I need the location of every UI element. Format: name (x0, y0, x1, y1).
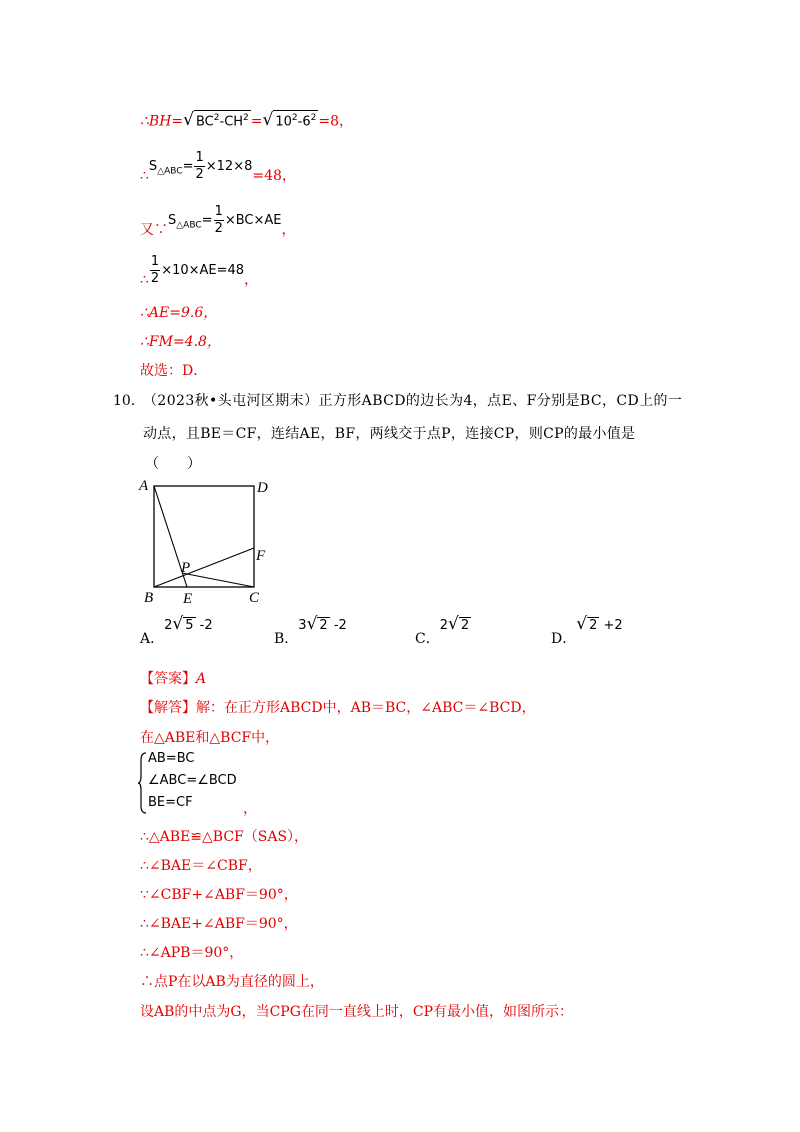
option-c[interactable]: C．2√ 2 (415, 614, 470, 647)
frac2-num: 1 (214, 204, 223, 219)
label-f: F (256, 548, 266, 564)
ae-equation: ×10×AE=48 (161, 263, 245, 278)
therefore-1: ∴ (140, 168, 149, 184)
line-area-1 (140, 150, 296, 183)
line-ae: ∴AE=9.6， (140, 305, 218, 321)
exp-six: 2 (310, 113, 317, 123)
option-a-coef: 2 (164, 618, 173, 633)
option-a-label: A． (140, 631, 165, 647)
area-product: ×12×8 (205, 159, 253, 174)
solution-step-6: ∴∠BAE+∠ABF＝90°， (140, 916, 298, 932)
exp-bc: 2 (213, 113, 220, 123)
line-bh: ∴BH=√ $BC^2-CH^2$ =√ $10^2-6^2 =8$， (140, 110, 353, 131)
solution-step-5: ∵∠CBF+∠ABF＝90°， (140, 887, 298, 903)
area2-s: S (168, 213, 177, 228)
area-eq: = (182, 159, 194, 174)
area-sub: △ABC (157, 166, 183, 177)
bc-term: BC (195, 114, 214, 130)
option-c-label: C． (415, 631, 440, 647)
line-area-2 (140, 204, 296, 237)
label-p: P (181, 560, 191, 576)
option-a-rest: -2 (195, 618, 213, 633)
six-term: -6 (297, 114, 311, 130)
option-a[interactable]: A．2√ 5 -2 (140, 614, 213, 647)
system-eq-2: ∠ABC=∠BCD (148, 773, 237, 788)
solution-step-8: ∴点P在以AB为直径的圆上， (140, 974, 324, 990)
ch-term: -CH (219, 114, 244, 130)
area2-product: ×BC×AE (224, 213, 282, 228)
area2-eq: = (201, 213, 213, 228)
system-comma: ， (243, 801, 257, 817)
system-eq-3: BE=CF (148, 795, 193, 810)
answer-line (140, 668, 206, 688)
answer-tag: 【答案】 (140, 671, 196, 687)
line-fm: ∴FM=4.8， (140, 334, 221, 350)
area2-comma: ， (281, 222, 296, 238)
solution-line-1 (140, 697, 536, 717)
exp-ch: 2 (243, 113, 249, 123)
frac-den: 2 (195, 167, 204, 182)
label-a: A (139, 478, 149, 494)
frac3-num: 1 (150, 254, 160, 269)
bh-result: =8， (318, 113, 353, 130)
option-b-coef: 3 (298, 618, 307, 633)
solution-step-3: ∴△ABE≌△BCF（SAS）， (140, 829, 309, 845)
label-e: E (183, 591, 193, 607)
line-choice: 故选：D． (140, 363, 208, 379)
solution-step-1: 解：在正方形ABCD中，AB＝BC，∠ABC＝∠BCD， (196, 700, 536, 716)
option-c-coef: 2 (439, 618, 448, 633)
line-ae-eq (140, 254, 258, 287)
label-b: B (144, 590, 154, 606)
solution-step-9: 设AB的中点为G，当CPG在同一直线上时，CP有最小值，如图所示： (140, 1004, 574, 1020)
option-b-label: B． (274, 631, 299, 647)
solution-step-2: 在△ABE和△BCF中， (140, 730, 280, 746)
question-line-2: 动点，且BE＝CF，连结AE，BF，两线交于点P，连接CP，则CP的最小值是 (143, 426, 636, 442)
option-b-radicand: 2 (319, 618, 328, 633)
bh-eq: = (250, 113, 263, 130)
option-b[interactable]: B．3√ 2 -2 (274, 614, 347, 647)
ten-term: 10 (275, 114, 292, 130)
system-eq-1: AB=BC (148, 751, 195, 766)
area2-sub: △ABC (176, 220, 202, 231)
frac-num: 1 (195, 150, 204, 165)
therefore-2: ∴ (140, 272, 149, 288)
label-d: D (257, 480, 268, 496)
label-c: C (249, 590, 260, 606)
solution-step-4: ∴∠BAE＝∠CBF， (140, 858, 262, 874)
question-paren: （ ） (145, 456, 201, 472)
frac2-den: 2 (214, 221, 223, 236)
option-d-label: D． (551, 631, 577, 647)
exp-ten: 2 (291, 113, 298, 123)
segment-bf (154, 548, 254, 587)
area-s: S (148, 159, 158, 174)
option-b-rest: -2 (329, 618, 347, 633)
square-abcd (154, 486, 254, 587)
frac3-den: 2 (150, 271, 160, 286)
solution-step-7: ∴∠APB＝90°， (140, 945, 244, 961)
area-result: =48， (252, 168, 296, 184)
bh-prefix: ∴BH= (140, 113, 184, 130)
segment-cp (182, 573, 254, 587)
option-a-radicand: 5 (185, 618, 194, 633)
option-c-radicand: 2 (460, 618, 470, 633)
solution-tag: 【解答】 (140, 700, 196, 716)
square-figure (135, 472, 300, 607)
answer-value: A (196, 671, 207, 687)
option-d[interactable]: D．√ 2 +2 (551, 614, 623, 647)
option-d-rest: +2 (599, 618, 623, 633)
ae-eq-comma: ， (244, 272, 259, 288)
question-number: 10． (113, 393, 145, 409)
question-line-1: （2023秋•头屯河区期末）正方形ABCD的边长为4，点E、F分别是BC，CD上的一 (143, 393, 683, 409)
option-d-radicand: 2 (589, 618, 598, 633)
system-brace (138, 752, 148, 814)
because-1: 又∵ (140, 222, 168, 238)
